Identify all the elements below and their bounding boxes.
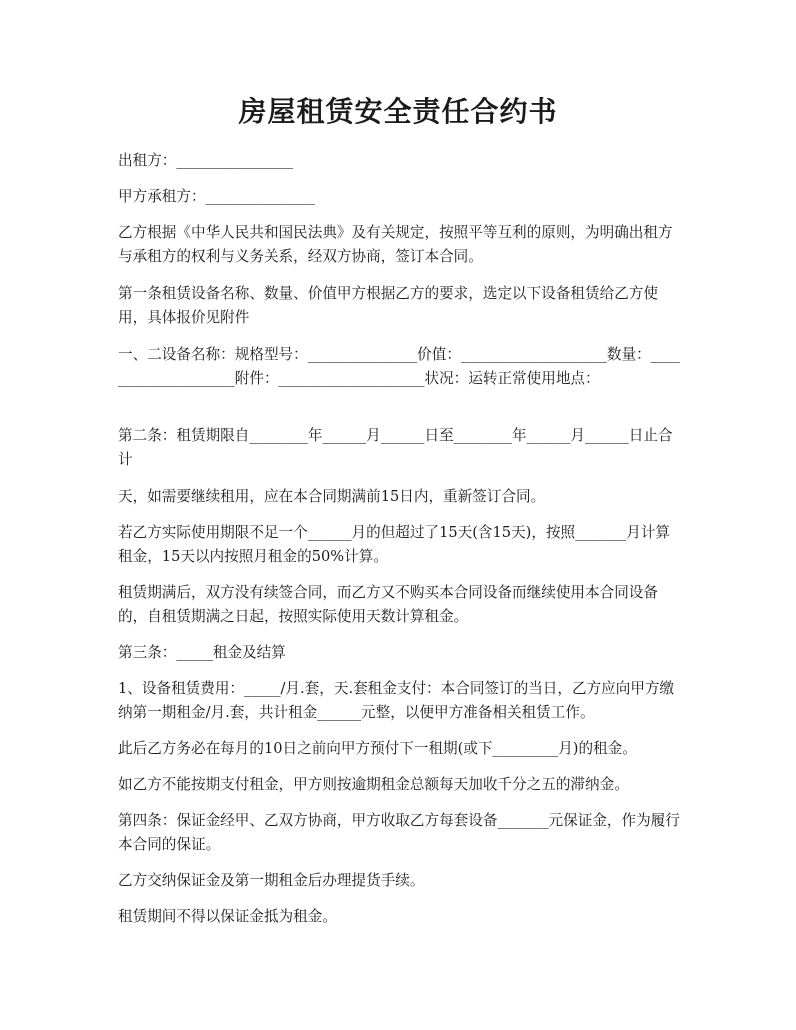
article-3-heading: 第三条：_____租金及结算 xyxy=(118,644,286,661)
partial-month-paragraph: 若乙方实际使用期限不足一个______月的但超过了15天(含15天)，按照_______月计算租金，15天以内按照月租金的50%计算。 xyxy=(118,524,671,565)
article-4-paragraph: 第四条：保证金经甲、乙双方协商，甲方收取乙方每套设备_______元保证金，作为履行本合同的保证。 xyxy=(118,812,680,853)
article-2-paragraph: 第二条：租赁期限自________年______月______日至________年______月______日止合计 xyxy=(118,427,673,468)
rental-fee-paragraph: 1、设备租赁费用：_____/月.套，天.套租金支付：本合同签订的当日，乙方应向甲方缴纳第一期租金/月.套，共计租金______元整，以便甲方准备相关租赁工作。 xyxy=(118,680,675,721)
late-fee-paragraph: 如乙方不能按期支付租金，甲方则按逾期租金总额每天加收千分之五的滞纳金。 xyxy=(118,776,629,793)
lessor-line: 出租方：________________ xyxy=(118,152,294,169)
article-1-paragraph: 第一条租赁设备名称、数量、价值甲方根据乙方的要求，选定以下设备租赁给乙方使用，具体报价见附件 xyxy=(118,285,658,326)
preamble-paragraph: 乙方根据《中华人民共和国民法典》及有关规定，按照平等互利的原则，为明确出租方与承租方的权利与义务关系，经双方协商，签订本合同。 xyxy=(118,224,673,265)
monthly-payment-paragraph: 此后乙方务必在每月的10日之前向甲方预付下一租期(或下_________月)的租金。 xyxy=(118,740,637,757)
pickup-paragraph: 乙方交纳保证金及第一期租金后办理提货手续。 xyxy=(118,872,425,889)
document-title: 房屋租赁安全责任合约书 xyxy=(238,95,558,128)
expiry-paragraph: 租赁期满后，双方没有续签合同，而乙方又不购买本合同设备而继续使用本合同设备的，自租赁期满之日起，按照实际使用天数计算租金。 xyxy=(118,584,658,625)
renewal-paragraph: 天，如需要继续租用，应在本合同期满前15日内，重新签订合同。 xyxy=(118,488,546,505)
deposit-rule-paragraph: 租赁期间不得以保证金抵为租金。 xyxy=(118,908,337,925)
equipment-details-paragraph: 一、二设备名称：规格型号：_______________价值：____________________数量：____________________附件：____________________状况：运转正常使用地点： xyxy=(118,346,680,387)
lessee-line: 甲方承租方：_______________ xyxy=(118,188,316,205)
